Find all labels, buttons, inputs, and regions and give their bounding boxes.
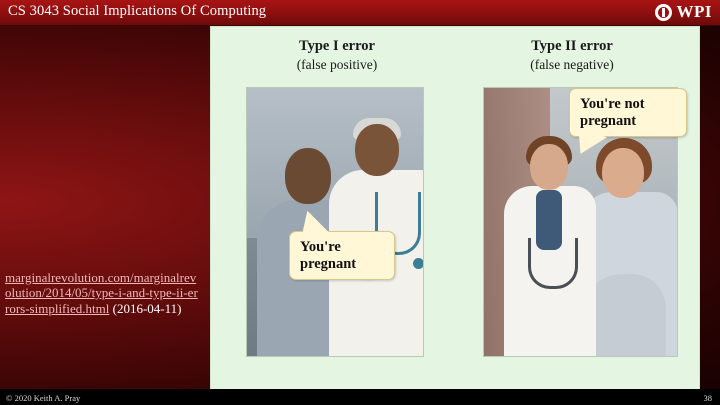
column-type-i: [227, 37, 447, 73]
column-subtitle-type-i: (false positive): [296, 57, 378, 73]
wpi-logo-text: WPI: [676, 2, 712, 21]
source-citation: [5, 270, 201, 316]
column-type-ii: [459, 37, 685, 73]
column-title-type-ii: Type II error: [531, 38, 613, 54]
wpi-seal-icon: [655, 4, 672, 21]
doctor-head: [355, 124, 399, 176]
copyright-text: © 2020 Keith A. Pray: [6, 393, 81, 403]
photo-type-i: [246, 87, 424, 357]
patient-head: [285, 148, 331, 204]
wpi-logo: [655, 2, 713, 22]
column-subtitle-type-ii: (false negative): [530, 57, 614, 73]
speech-bubble-type-i: [289, 231, 395, 280]
page-number: 38: [703, 393, 712, 403]
doctor-head: [530, 144, 568, 190]
source-date: (2016-04-11): [109, 300, 182, 316]
stethoscope-icon: [528, 238, 578, 289]
page-title: CS 3043 Social Implications Of Computing: [8, 3, 267, 19]
speech-bubble-text: You're not pregnant: [580, 96, 645, 129]
column-title-type-i: Type I error: [299, 38, 375, 54]
slide-header: [0, 0, 720, 26]
bubble-tail: [298, 208, 328, 236]
footer-bar: [0, 389, 720, 405]
speech-bubble-type-ii: [569, 88, 687, 137]
source-link[interactable]: marginalrevolution.com/marginalrevolution/2014/05/type-i-and-type-ii-errors-simplified.html: [5, 270, 198, 316]
stethoscope-bell-icon: [413, 258, 424, 269]
patient-head: [602, 148, 644, 198]
speech-bubble-text: You're pregnant: [300, 239, 357, 272]
